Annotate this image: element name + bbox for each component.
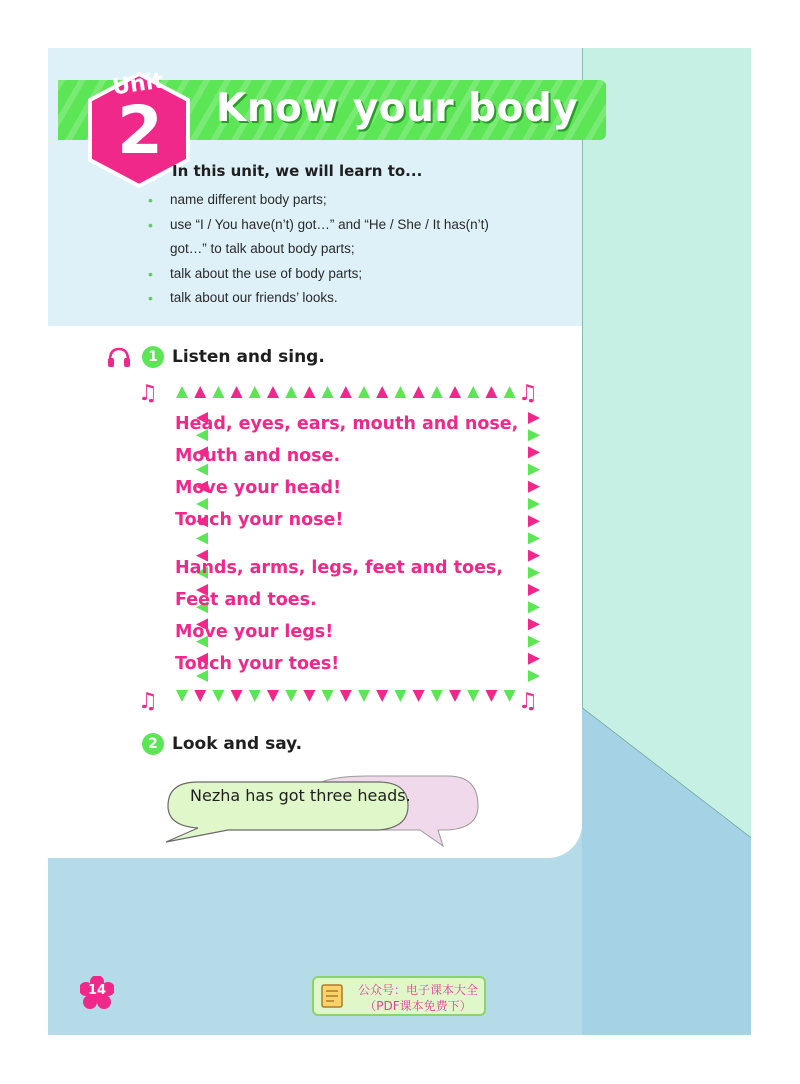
- page-title: Know your body: [216, 86, 579, 131]
- frame-triangle: [322, 690, 334, 702]
- frame-triangle: [358, 690, 370, 702]
- frame-triangle: [358, 386, 370, 398]
- goal-item: • use “I / You have(n’t) got…” and “He / She / It has(n’t): [148, 213, 550, 238]
- learning-goals: [148, 188, 550, 311]
- bullet-icon: •: [148, 265, 153, 282]
- lyric-line: Move your head!: [175, 478, 342, 498]
- frame-triangle: [267, 690, 279, 702]
- frame-triangle: [303, 690, 315, 702]
- unit-number: 2: [117, 92, 163, 169]
- frame-triangle: [467, 386, 479, 398]
- goal-item-continued: got…” to talk about body parts;: [170, 241, 355, 256]
- goal-item: • talk about the use of body parts;: [148, 262, 550, 287]
- headphones-icon[interactable]: [106, 346, 132, 368]
- frame-triangle: [285, 690, 297, 702]
- watermark-line-2: （PDF课本免费下）: [364, 999, 472, 1013]
- speech-text: Nezha has got three heads.: [190, 786, 411, 805]
- lyric-line: Move your legs!: [175, 622, 334, 642]
- frame-triangle: [528, 412, 540, 424]
- frame-triangle: [528, 670, 540, 682]
- frame-triangle: [394, 386, 406, 398]
- frame-triangle: [267, 386, 279, 398]
- frame-triangle: [528, 464, 540, 476]
- watermark-line-1: 公众号：电子课本大全: [357, 983, 478, 997]
- frame-triangle: [285, 386, 297, 398]
- frame-triangle: [394, 690, 406, 702]
- music-note-icon: ♫: [518, 381, 538, 406]
- frame-triangle: [176, 690, 188, 702]
- lyric-line: Mouth and nose.: [175, 446, 341, 466]
- bullet-icon: •: [148, 192, 153, 208]
- intro-panel-edge: [48, 316, 582, 328]
- frame-triangle: [194, 386, 206, 398]
- frame-triangle: [231, 386, 243, 398]
- frame-triangle: [322, 386, 334, 398]
- frame-triangle: [528, 653, 540, 665]
- frame-triangle: [528, 532, 540, 544]
- frame-triangle: [528, 446, 540, 458]
- book-icon: [318, 982, 346, 1010]
- frame-triangle: [485, 386, 497, 398]
- frame-triangle: [528, 550, 540, 562]
- frame-triangle: [431, 690, 443, 702]
- speech-bubble: [158, 768, 488, 848]
- frame-triangle: [449, 386, 461, 398]
- unit-label: Unit: [110, 68, 166, 101]
- frame-triangle: [528, 567, 540, 579]
- page-number: 14: [87, 983, 107, 998]
- frame-triangle: [504, 690, 516, 702]
- lyric-line: Feet and toes.: [175, 590, 317, 610]
- lyric-line: Hands, arms, legs, feet and toes,: [175, 558, 503, 578]
- frame-triangle: [528, 601, 540, 613]
- frame-triangle: [413, 386, 425, 398]
- lyric-line: Head, eyes, ears, mouth and nose,: [175, 414, 519, 434]
- activity-title-2: Look and say.: [172, 734, 303, 754]
- frame-triangle: [249, 690, 261, 702]
- frame-triangle: [528, 515, 540, 527]
- frame-triangle: [231, 690, 243, 702]
- frame-triangle: [176, 386, 188, 398]
- frame-triangle: [249, 386, 261, 398]
- bullet-icon: •: [148, 290, 153, 306]
- frame-triangle: [528, 481, 540, 493]
- frame-triangle: [376, 690, 388, 702]
- watermark-box: [312, 976, 486, 1016]
- music-note-icon: ♫: [138, 381, 158, 406]
- frame-triangle: [528, 636, 540, 648]
- frame-triangle: [431, 386, 443, 398]
- frame-triangle: [504, 386, 516, 398]
- frame-triangle: [528, 584, 540, 596]
- activity-number-2: 2: [142, 733, 164, 755]
- frame-triangle: [340, 690, 352, 702]
- frame-triangle: [194, 690, 206, 702]
- frame-triangle: [303, 386, 315, 398]
- goal-item: • talk about our friends’ looks.: [148, 286, 550, 311]
- frame-triangle: [212, 386, 224, 398]
- frame-triangle: [467, 690, 479, 702]
- frame-triangle: [376, 386, 388, 398]
- frame-triangle: [528, 618, 540, 630]
- bullet-icon: •: [148, 216, 153, 233]
- intro-heading: In this unit, we will learn to...: [172, 162, 423, 180]
- music-note-icon: ♫: [138, 689, 158, 714]
- activity-title-1: Listen and sing.: [172, 347, 325, 367]
- music-note-icon: ♫: [518, 689, 538, 714]
- frame-triangle: [485, 690, 497, 702]
- song-lyrics: [175, 408, 518, 680]
- frame-triangle: [528, 498, 540, 510]
- lyric-line: Touch your toes!: [175, 654, 340, 674]
- frame-triangle: [528, 429, 540, 441]
- lyric-line: Touch your nose!: [175, 510, 344, 530]
- textbook-page: [48, 48, 751, 1035]
- frame-triangle: [340, 386, 352, 398]
- goal-item: • name different body parts;: [148, 188, 550, 213]
- frame-triangle: [212, 690, 224, 702]
- frame-triangle: [413, 690, 425, 702]
- frame-triangle: [449, 690, 461, 702]
- activity-number-1: 1: [142, 346, 164, 368]
